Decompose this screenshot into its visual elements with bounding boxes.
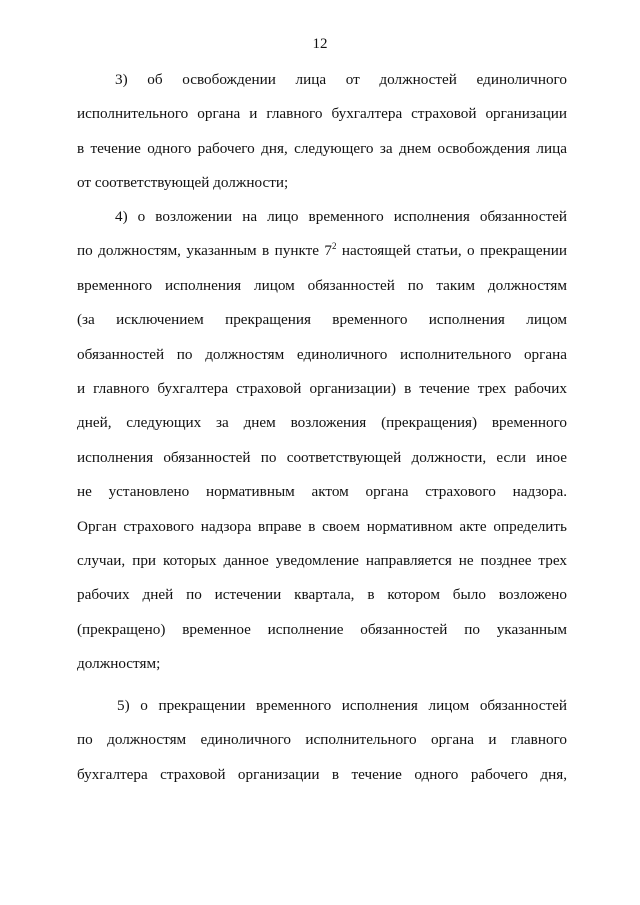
text-line: временного исполнения лицом обязанностей по таким должностям bbox=[77, 276, 567, 294]
paragraph-item-5 bbox=[77, 689, 567, 792]
paragraph-item-3 bbox=[77, 63, 567, 201]
text-line: бухгалтера страховой организации в течение одного рабочего дня, bbox=[77, 765, 567, 783]
text-line: 4) о возложении на лицо временного исполнения обязанностей bbox=[115, 208, 567, 225]
text-line: обязанностей по должностям единоличного исполнительного органа bbox=[77, 345, 567, 363]
text-segment: по должностям, указанным в пункте 7 bbox=[77, 242, 333, 260]
text-line: исполнительного органа и главного бухгалтера страховой организации bbox=[77, 105, 567, 123]
text-line: должностям; bbox=[77, 655, 161, 673]
text-line: дней, следующих за днем возложения (прекращения) временного bbox=[77, 414, 567, 432]
paragraph-item-4 bbox=[77, 200, 567, 681]
text-line: от соответствующей должности; bbox=[77, 174, 289, 192]
text-line: 5) о прекращении временного исполнения лицом обязанностей bbox=[117, 697, 567, 714]
superscript: 2 bbox=[332, 241, 337, 252]
text-line: (прекращено) временное исполнение обязанностей по указанным bbox=[77, 620, 567, 638]
page-number: 12 bbox=[312, 36, 328, 52]
text-line: по должностям единоличного исполнительного органа и главного bbox=[77, 731, 567, 749]
text-line: исполнения обязанностей по соответствующей должности, если иное bbox=[77, 448, 567, 466]
text-line: рабочих дней по истечении квартала, в котором было возложено bbox=[77, 586, 567, 604]
text-line-with-superscript bbox=[77, 234, 567, 268]
text-line: (за исключением прекращения временного исполнения лицом bbox=[77, 311, 567, 329]
text-line: не установлено нормативным актом органа страхового надзора. bbox=[77, 483, 567, 501]
text-line: Орган страхового надзора вправе в своем нормативном акте определить bbox=[77, 517, 567, 535]
text-line: в течение одного рабочего дня, следующего за днем освобождения лица bbox=[77, 139, 567, 157]
text-line: 3) об освобождении лица от должностей единоличного bbox=[115, 71, 567, 88]
text-segment: настоящей статьи, о прекращении bbox=[336, 242, 567, 260]
text-line: случаи, при которых данное уведомление направляется не позднее трех bbox=[77, 551, 567, 569]
text-line: и главного бухгалтера страховой организации) в течение трех рабочих bbox=[77, 379, 567, 397]
